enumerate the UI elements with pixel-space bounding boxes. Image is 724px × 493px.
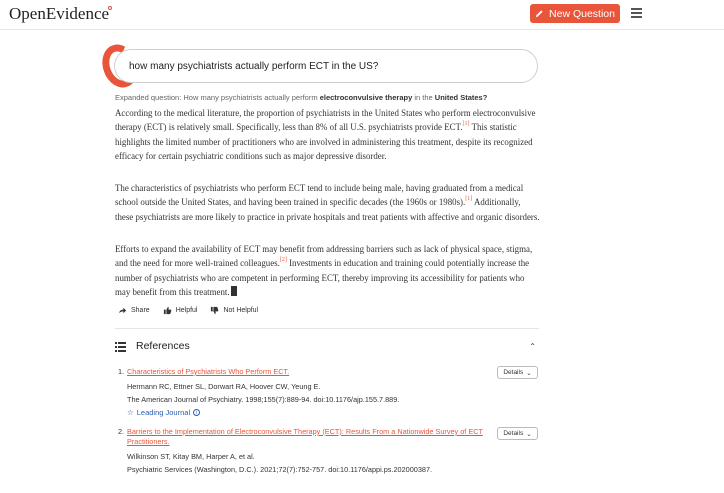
expanded-question: Expanded question: How many psychiatrists actually perform electroconvulsive therapy in the United States? (115, 93, 488, 102)
helpful-button[interactable]: Helpful (163, 306, 198, 315)
top-header (0, 0, 724, 30)
reference-authors: Wilkinson ST, Kitay BM, Harper A, et al. (127, 452, 255, 461)
reference-title-link[interactable]: Characteristics of Psychiatrists Who Perform ECT. (127, 367, 290, 376)
references-header[interactable] (115, 340, 539, 354)
chevron-up-icon[interactable]: ⌃ (529, 342, 536, 351)
logo[interactable]: OpenEvidence (9, 4, 110, 23)
details-button[interactable]: Details ⌄ (497, 427, 538, 440)
details-button[interactable]: Details ⌄ (497, 366, 538, 379)
pencil-icon (535, 9, 544, 18)
answer-paragraph-1: According to the medical literature, the proportion of psychiatrists in the United States who perform electroconvulsive therapy (ECT) is relatively small. Specifically, less than 8% of all U.S. psychiatrists provide ECT.[1] This statistic highlights the limited number of practitioners who are involved in administering this treatment, despite its recognized efficacy for certain psychiatric conditions such as major depressive disorder. (115, 108, 536, 161)
reference-authors: Hermann RC, Ettner SL, Dorwart RA, Hoover CW, Yeung E. (127, 382, 321, 391)
reference-source: Psychiatric Services (Washington, D.C.). 2021;72(7):752-757. doi:10.1176/appi.ps.202000387. (127, 465, 433, 474)
question-text: how many psychiatrists actually perform ECT in the US? (129, 60, 379, 72)
answer-paragraph-3: Efforts to expand the availability of ECT may benefit from addressing barriers such as lack of physical space, stigma, and the need for more well-trained colleagues.[2] Investments in education and training could potentially increase the number of psychiatrists who are competent in performing ECT, thereby improving its accessibility for patients who may benefit from this treatment. (115, 244, 533, 297)
reference-title-link[interactable]: Barriers to the Implementation of Electroconvulsive Therapy (ECT): Results From a Nationwide Survey of ECT Practitioners. (127, 427, 483, 446)
share-button[interactable]: Share (118, 306, 150, 315)
share-arrow-icon (118, 306, 127, 315)
question-input[interactable] (114, 49, 538, 83)
star-icon: ☆ (127, 408, 134, 417)
chevron-down-icon: ⌄ (526, 430, 532, 438)
citation-link-2[interactable]: [2] (279, 257, 287, 264)
section-divider (115, 328, 539, 329)
chevron-down-icon: ⌄ (526, 369, 532, 377)
feedback-bar (118, 306, 258, 315)
new-question-button[interactable] (530, 4, 620, 23)
leading-journal-badge: ☆ Leading Journal i (127, 408, 200, 417)
list-icon (115, 342, 126, 351)
citation-link-1[interactable]: [1] (462, 121, 470, 128)
reference-source: The American Journal of Psychiatry. 1998;155(7):889-94. doi:10.1176/ajp.155.7.889. (127, 395, 400, 404)
thumbs-up-icon (163, 306, 172, 315)
logo-mark-icon (108, 6, 112, 10)
typing-cursor (231, 286, 237, 296)
citation-link-1[interactable]: [1] (465, 196, 473, 203)
answer-paragraph-2: The characteristics of psychiatrists who perform ECT tend to include being male, having graduated from a medical school outside the United States, and having been trained in specific decades (the 1960s or 1980s).[1] Additionally, these psychiatrists are more likely to practice in private hospitals and treat patients with affective and organic disorders. (115, 183, 540, 222)
new-question-label: New Question (549, 7, 615, 20)
thumbs-down-icon (210, 306, 219, 315)
info-icon[interactable]: i (193, 409, 200, 416)
references-title: References (136, 340, 190, 352)
hamburger-menu-icon[interactable] (631, 8, 642, 17)
not-helpful-button[interactable]: Not Helpful (210, 306, 258, 315)
